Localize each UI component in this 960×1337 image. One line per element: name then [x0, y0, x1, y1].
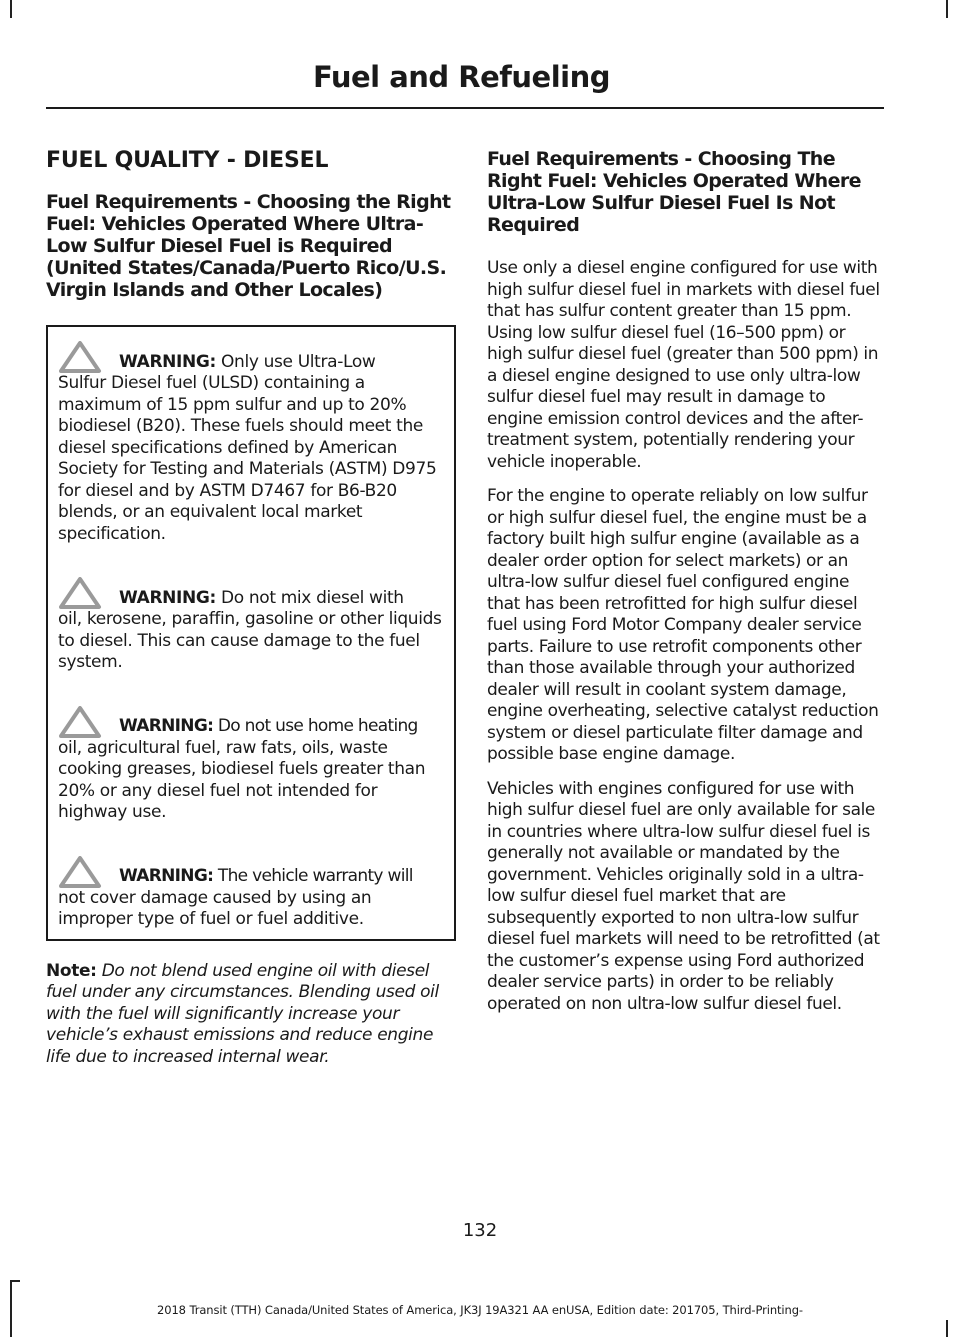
crop-mark-top-left — [10, 0, 12, 18]
crop-mark-top-right — [946, 0, 948, 18]
warning-label: WARNING: — [119, 716, 214, 736]
warning-item — [58, 700, 450, 824]
warning-text-first-line: Only use Ultra-Low — [221, 351, 376, 372]
section-title: FUEL QUALITY - DIESEL — [46, 148, 329, 173]
warning-label: WARNING: — [119, 587, 216, 608]
warning-item — [58, 571, 450, 674]
warning-triangle-icon — [58, 706, 102, 738]
paragraph: For the engine to operate reliably on low sulfur or high sulfur diesel fuel, the engine must be a factory built high sulfur engine (available as a dealer order option for select markets) or an ultra-low sulfur diesel fuel configured engine that has been retrofitted for high sulfur diesel fuel using Ford Motor Company dealer service parts. Failure to use retrofit components other than those available through your authorized dealer will result in coolant system damage, engine overheating, selective catalyst reduction system or diesel particulate filter damage and possible base engine damage. — [487, 486, 879, 764]
crop-mark-bottom-right — [946, 1320, 948, 1337]
warning-triangle-icon — [58, 341, 102, 373]
warning-triangle-icon — [58, 856, 102, 888]
note-label: Note: — [46, 960, 97, 981]
page-header-title: Fuel and Refueling — [312, 60, 610, 94]
footer-edition-info: 2018 Transit (TTH) Canada/United States of America, JK3J 19A321 AA enUSA, Edition date: 201705, Third-Printing- — [157, 1303, 803, 1317]
warning-text: oil, agricultural fuel, raw fats, oils, waste cooking greases, biodiesel fuels greater than 20% or any diesel fuel not intended for highway use. — [58, 737, 426, 822]
paragraph: Vehicles with engines configured for use with high sulfur diesel fuel are only available for sale in countries where ultra-low sulfur diesel fuel is generally not available or mandated by the government. Vehicles originally sold in a ultra-low sulfur diesel fuel market that are subsequently exported to non ultra-low sulfur diesel fuel markets will need to be retrofitted (at the customer’s expense using Ford authorized dealer service parts) in order to be reliably operated on non ultra-low sulfur diesel fuel. — [487, 778, 880, 1014]
header-rule — [46, 107, 884, 109]
warning-text: not cover damage caused by using an improper type of fuel or fuel additive. — [58, 887, 372, 929]
page-number: 132 — [462, 1220, 498, 1241]
warning-label: WARNING: — [119, 351, 216, 372]
warning-text: Sulfur Diesel fuel (ULSD) containing a maximum of 15 ppm sulfur and up to 20% biodiesel (B20). These fuels should meet the diesel specifications defined by American Society for Testing and Materials (ASTM) D975 for diesel and by ASTM D7467 for B6-B20 blends, or an equivalent local market specification. — [58, 373, 437, 544]
right-column — [487, 148, 882, 1028]
subsection-title-ulsd-not-required: Fuel Requirements - Choosing The Right Fuel: Vehicles Operated Where Ultra-Low Sulfur Diesel Fuel Is Not Required — [487, 148, 861, 236]
warning-triangle-icon — [58, 577, 102, 609]
warning-label: WARNING: — [119, 866, 214, 886]
warning-item — [58, 335, 450, 545]
warning-item — [58, 850, 450, 931]
note — [46, 961, 456, 1069]
warning-text-first-line: The vehicle warranty will — [217, 866, 413, 886]
crop-mark-bottom-left-h — [10, 1280, 20, 1282]
warning-text-first-line: Do not mix diesel with — [221, 587, 404, 608]
warning-box — [46, 325, 456, 941]
note-text: Do not blend used engine oil with diesel fuel under any circumstances. Blending used oil with the fuel will significantly increase your vehicle’s exhaust emissions and reduce engine life due to increased internal wear. — [46, 960, 439, 1067]
subsection-title-ulsd-required: Fuel Requirements - Choosing the Right Fuel: Vehicles Operated Where Ultra-Low Sulfur Diesel Fuel is Required (United States/Canada/Puerto Rico/U.S. Virgin Islands and Other Locales) — [46, 191, 451, 301]
paragraph: Use only a diesel engine configured for use with high sulfur diesel fuel in markets with diesel fuel that has sulfur content greater than 15 ppm. Using low sulfur diesel fuel (16–500 ppm) or high sulfur diesel fuel (greater than 500 ppm) in a diesel engine designed to use only ultra-low sulfur diesel fuel may result in damage to engine emission control devices and the after-treatment system, potentially rendering your vehicle inoperable. — [487, 258, 880, 472]
left-column — [46, 148, 456, 1068]
warning-text: oil, kerosene, paraffin, gasoline or other liquids to diesel. This can cause damage to the fuel system. — [58, 609, 442, 672]
warning-text-first-line: Do not use home heating — [217, 716, 418, 736]
